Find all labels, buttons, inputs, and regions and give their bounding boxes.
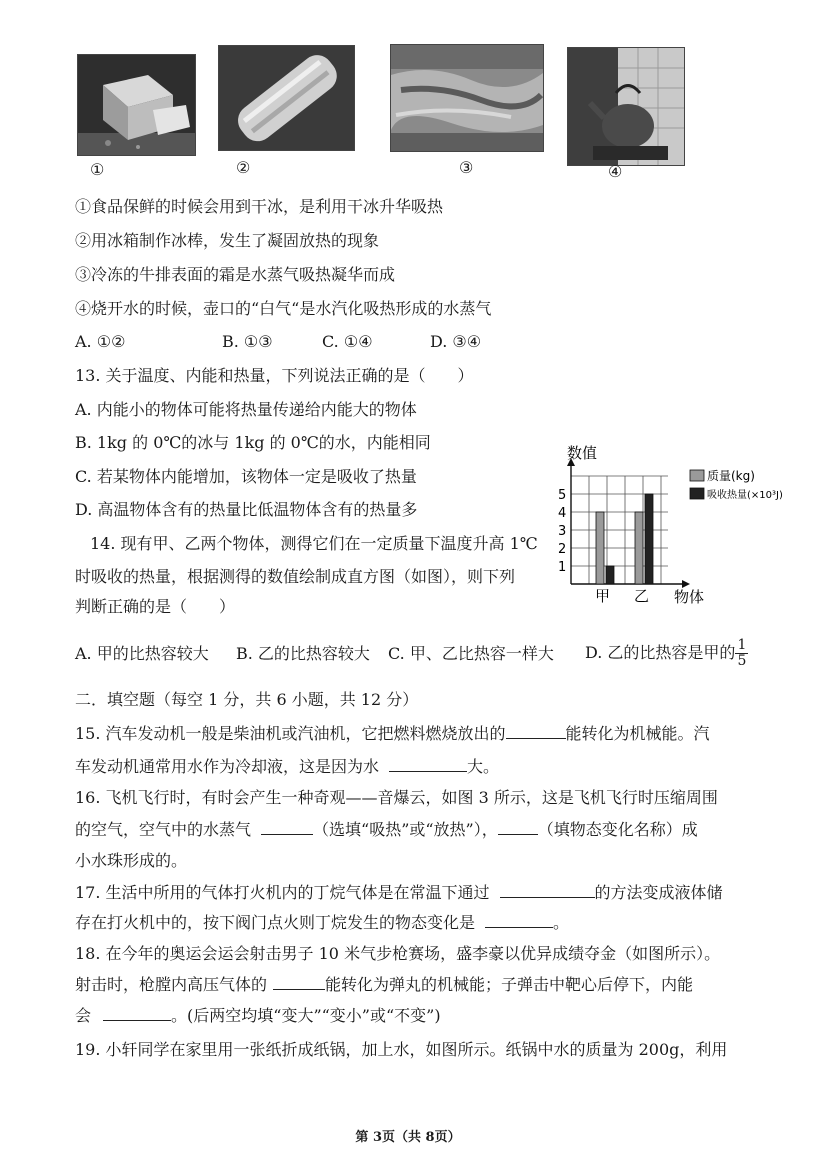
q13-option-b: B. 1kg 的 0℃的冰与 1kg 的 0℃的水，内能相同 (75, 433, 431, 452)
legend-label: 质量(kg) (707, 469, 755, 483)
q12-option-a: A. ①② (75, 332, 126, 351)
q12-option-c: C. ①④ (322, 332, 373, 351)
q18-text-2b: 能转化为弹丸的机械能；子弹击中靶心后停下，内能 (325, 975, 694, 994)
page-footer: 第 3页（共 8页） (355, 1130, 461, 1145)
q14-option-c: C. 甲、乙比热容一样大 (388, 644, 554, 663)
image-caption-2: ② (236, 158, 251, 177)
q14-fraction (735, 638, 748, 669)
q18-blank-2[interactable] (103, 1006, 171, 1021)
y-tick-label: 5 (558, 488, 567, 503)
legend-swatch (690, 488, 704, 499)
y-tick-label: 4 (558, 506, 567, 521)
q17-text-1b: 的方法变成液体储 (594, 883, 723, 902)
q16-blank-1[interactable] (261, 820, 313, 835)
q17-line-2 (75, 913, 569, 933)
q18-text-3b: 。(后两空均填“变大”“变小”或“不变”) (171, 1006, 441, 1025)
q15-line-1 (75, 724, 710, 744)
q15-text-2b: 大。 (467, 757, 500, 776)
q17-blank-2[interactable] (485, 913, 553, 928)
q14-option-d-text: D. 乙的比热容是甲的 (585, 643, 736, 662)
q16-text-2a: 的空气，空气中的水蒸气 (75, 820, 252, 839)
frost-beef-photo (390, 44, 544, 152)
ice-pop-photo (218, 45, 355, 151)
q16-text-2c: （填物态变化名称）成 (537, 820, 698, 839)
q18-line-2 (75, 975, 693, 995)
fraction-denominator: 5 (737, 653, 747, 669)
q18-text-2a: 射击时，枪膛内高压气体的 (75, 975, 268, 994)
q14-stem-line-3: 判断正确的是（ ） (75, 597, 236, 616)
q14-stem-line-2: 时吸收的热量，根据测得的数值绘制成直方图（如图），则下列 (75, 567, 516, 586)
bar-乙-0 (635, 512, 643, 584)
q13-option-a: A. 内能小的物体可能将热量传递给内能大的物体 (75, 400, 417, 419)
q12-statement-1: ①食品保鲜的时候会用到干冰，是利用干冰升华吸热 (75, 197, 444, 216)
y-tick-label: 1 (558, 560, 567, 575)
q15-text-2a: 车发动机通常用水作为冷却液，这是因为水 (75, 757, 380, 776)
legend-label: 吸收热量(×10³J) (707, 490, 783, 501)
bar-甲-1 (606, 566, 614, 584)
x-axis-label: 物体 (674, 588, 705, 606)
q18-blank-1[interactable] (273, 975, 325, 990)
bar-甲-0 (596, 512, 604, 584)
x-tick-label: 甲 (595, 587, 611, 605)
q14-option-a: A. 甲的比热容较大 (75, 644, 209, 663)
q18-text-3a: 会 (75, 1006, 92, 1025)
q19-line-1: 19. 小轩同学在家里用一张纸折成纸锅，加上水，如图所示。纸锅中水的质量为 200g，利用 (75, 1040, 728, 1059)
q15-line-2 (75, 757, 499, 777)
image-caption-3: ③ (459, 158, 474, 177)
q15-blank-2[interactable] (389, 757, 467, 772)
q12-statement-3: ③冷冻的牛排表面的霜是水蒸气吸热凝华而成 (75, 265, 396, 284)
section-2-title: 二．填空题（每空 1 分，共 6 小题，共 12 分） (75, 690, 419, 709)
q13-stem: 13. 关于温度、内能和热量，下列说法正确的是（ ） (75, 366, 474, 385)
q15-text-1a: 15. 汽车发动机一般是柴油机或汽油机，它把燃料燃烧放出的 (75, 724, 506, 743)
q15-text-1b: 能转化为机械能。汽 (565, 724, 710, 743)
bar-chart (540, 442, 783, 612)
q16-text-2b: （选填“吸热”或“放热”）， (313, 820, 498, 839)
x-tick-label: 乙 (634, 587, 650, 605)
q18-line-3 (75, 1006, 441, 1026)
q15-blank-1[interactable] (506, 724, 566, 739)
q13-option-c: C. 若某物体内能增加，该物体一定是吸收了热量 (75, 467, 417, 486)
legend-swatch (690, 470, 704, 481)
q18-line-1: 18. 在今年的奥运会运会射击男子 10 米气步枪赛场，盛李豪以优异成绩夺金（如图所示）。 (75, 944, 721, 963)
q17-blank-1[interactable] (500, 883, 595, 898)
q14-stem-line-1: 14. 现有甲、乙两个物体，测得它们在一定质量下温度升高 1℃ (90, 534, 538, 553)
dry-ice-photo (77, 54, 196, 156)
y-tick-label: 3 (558, 524, 567, 539)
q14-option-b: B. 乙的比热容较大 (236, 644, 370, 663)
q16-line-1: 16. 飞机飞行时，有时会产生一种奇观——音爆云，如图 3 所示，这是飞机飞行时压缩周围 (75, 788, 718, 807)
q17-line-1 (75, 883, 723, 903)
q12-statement-4: ④烧开水的时候，壶口的“白气“是水汽化吸热形成的水蒸气 (75, 299, 492, 318)
q16-line-2 (75, 820, 698, 840)
image-caption-4: ④ (608, 162, 623, 181)
q13-option-d: D. 高温物体含有的热量比低温物体含有的热量多 (75, 500, 418, 519)
q16-line-3: 小水珠形成的。 (75, 851, 188, 870)
y-tick-label: 2 (558, 542, 567, 557)
y-axis-label: 数值 (567, 444, 598, 462)
fraction-numerator: 1 (737, 637, 747, 653)
bar-乙-1 (645, 494, 653, 584)
kettle-steam-photo (567, 47, 685, 166)
x-axis-arrow (682, 580, 690, 588)
q12-option-d: D. ③④ (430, 332, 482, 351)
q17-text-2a: 存在打火机中的，按下阀门点火则丁烷发生的物态变化是 (75, 913, 476, 932)
q16-blank-2[interactable] (498, 820, 538, 835)
q17-text-1a: 17. 生活中所用的气体打火机内的丁烷气体是在常温下通过 (75, 883, 490, 902)
q14-option-d (585, 638, 748, 669)
image-caption-1: ① (90, 160, 105, 179)
q17-text-2b: 。 (553, 913, 570, 932)
q12-statement-2: ②用冰箱制作冰棒，发生了凝固放热的现象 (75, 231, 380, 250)
q12-option-b: B. ①③ (222, 332, 273, 351)
